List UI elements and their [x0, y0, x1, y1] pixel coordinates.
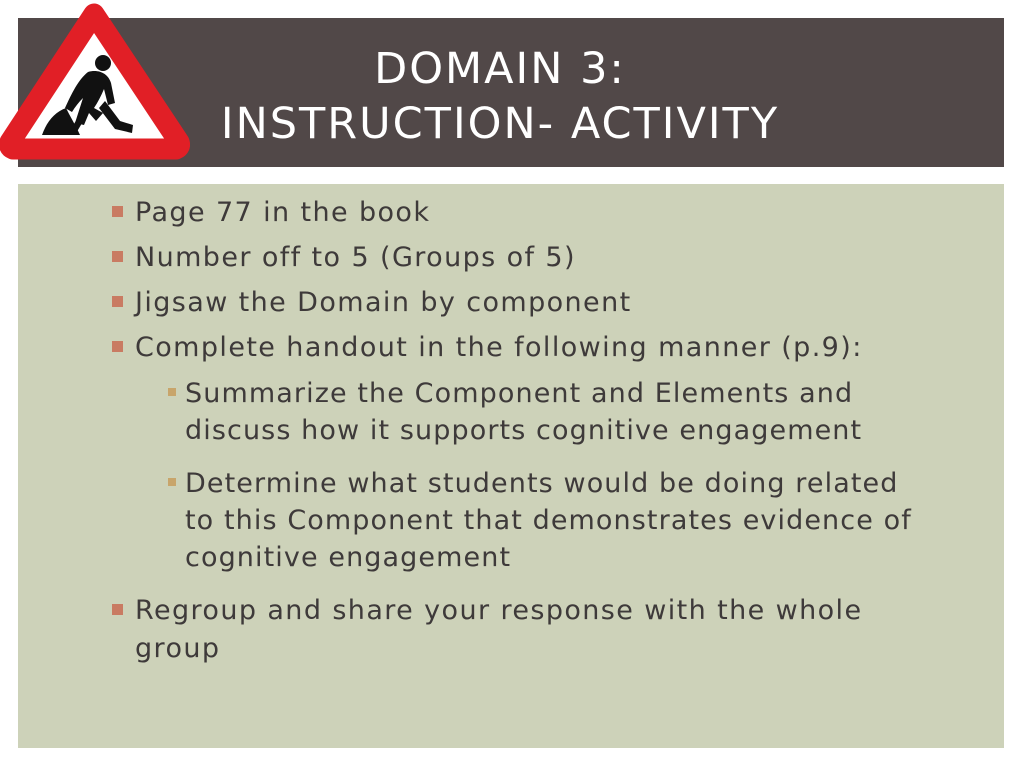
slide-title	[170, 42, 830, 152]
list-item	[110, 329, 930, 576]
sub-list-item-text: Summarize the Component and Elements and discuss how it supports cognitive engagement	[185, 378, 863, 446]
list-item	[110, 194, 930, 232]
road-work-warning-sign-icon	[0, 0, 190, 160]
square-bullet-icon	[112, 251, 123, 262]
sub-bullet-list	[135, 375, 930, 576]
bullet-list	[110, 194, 930, 675]
sub-list-item	[165, 375, 930, 449]
square-bullet-icon	[112, 296, 123, 307]
square-bullet-icon	[112, 341, 123, 352]
small-square-bullet-icon	[168, 478, 176, 486]
title-line-1: DOMAIN 3:	[374, 44, 626, 94]
list-item-text: Page 77 in the book	[135, 197, 431, 228]
list-item	[110, 592, 930, 668]
list-item	[110, 284, 930, 322]
sub-list-item-text: Determine what students would be doing related to this Component that demonstrates evidence of cognitive engagement	[185, 468, 912, 573]
small-square-bullet-icon	[168, 388, 176, 396]
list-item	[110, 239, 930, 277]
list-item-text: Jigsaw the Domain by component	[135, 287, 632, 318]
square-bullet-icon	[112, 206, 123, 217]
title-line-2: INSTRUCTION- ACTIVITY	[220, 99, 780, 149]
list-item-text: Number off to 5 (Groups of 5)	[135, 242, 576, 273]
sub-list-item	[165, 465, 930, 576]
list-item-text: Complete handout in the following manner (p.9):	[135, 332, 863, 363]
list-item-text: Regroup and share your response with the whole group	[135, 595, 863, 664]
square-bullet-icon	[112, 604, 123, 615]
